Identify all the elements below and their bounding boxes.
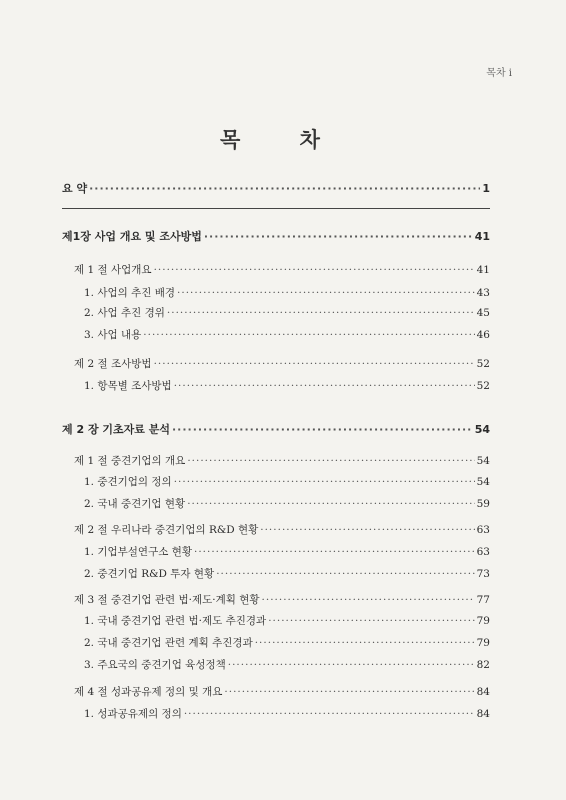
toc-entry-item[interactable] xyxy=(84,327,490,345)
dot-leader xyxy=(204,230,473,243)
toc-entry-page: 59 xyxy=(476,498,490,510)
dot-leader xyxy=(194,546,475,558)
toc-entry-page: 77 xyxy=(476,594,490,606)
dot-leader xyxy=(224,686,474,698)
toc-entry-chapter[interactable] xyxy=(62,228,490,246)
toc-entry-label: 2. 중견기업 R&D 투자 현황 xyxy=(84,568,215,580)
toc-entry-label: 제 2 절 우리나라 중견기업의 R&D 현황 xyxy=(74,524,259,536)
toc-entry-item[interactable] xyxy=(84,285,490,303)
toc-entry-page: 43 xyxy=(476,287,490,299)
dot-leader xyxy=(154,264,475,276)
toc-entry-label: 제 2 장 기초자료 분석 xyxy=(62,423,170,436)
toc-entry-label: 1. 항목별 조사방법 xyxy=(84,380,172,392)
toc-entry-label: 제1장 사업 개요 및 조사방법 xyxy=(62,230,202,243)
toc-entry-section[interactable] xyxy=(74,356,490,374)
toc-entry-item[interactable] xyxy=(84,566,490,584)
toc-entry-section[interactable] xyxy=(74,592,490,610)
toc-entry-page: 46 xyxy=(476,329,490,341)
toc-entry-label: 1. 중견기업의 정의 xyxy=(84,476,172,488)
toc-entry-label: 1. 기업부설연구소 현황 xyxy=(84,546,192,558)
dot-leader xyxy=(187,498,474,510)
toc-entry-page: 79 xyxy=(476,615,490,627)
toc-entry-item[interactable] xyxy=(84,635,490,653)
dot-leader xyxy=(260,524,474,536)
dot-leader xyxy=(154,358,475,370)
toc-entry-label: 제 1 절 중견기업의 개요 xyxy=(74,455,186,467)
dot-leader xyxy=(255,637,475,649)
dot-leader xyxy=(143,329,474,341)
toc-entry-page: 41 xyxy=(476,264,490,276)
toc-entry-label: 2. 사업 추진 경위 xyxy=(84,307,165,319)
toc-entry-item[interactable] xyxy=(84,657,490,675)
toc-entry-label: 1. 성과공유제의 정의 xyxy=(84,708,182,720)
dot-leader xyxy=(228,659,475,671)
toc-entry-item[interactable] xyxy=(84,706,490,724)
toc-entry-page: 84 xyxy=(476,708,490,720)
toc-entry-item[interactable] xyxy=(84,496,490,514)
toc-entry-page: 41 xyxy=(474,230,490,243)
dot-leader xyxy=(172,423,473,436)
toc-entry-item[interactable] xyxy=(84,305,490,323)
dot-leader xyxy=(187,455,474,467)
toc-entry-item[interactable] xyxy=(84,613,490,631)
toc-entry-label: 제 4 절 성과공유제 정의 및 개요 xyxy=(74,686,223,698)
dot-leader xyxy=(268,615,474,627)
toc-entry-page: 52 xyxy=(476,358,490,370)
toc-entry-page: 1 xyxy=(482,182,490,195)
page-title: 목 차 xyxy=(220,128,346,152)
dot-leader xyxy=(184,708,475,720)
toc-entry-label: 2. 국내 중견기업 현황 xyxy=(84,498,186,510)
toc-entry-item[interactable] xyxy=(84,378,490,396)
toc-entry-page: 63 xyxy=(476,546,490,558)
toc-entry-page: 82 xyxy=(476,659,490,671)
toc-entry-page: 63 xyxy=(476,524,490,536)
toc-entry-page: 84 xyxy=(476,686,490,698)
dot-leader xyxy=(174,476,475,488)
toc-entry-label: 요 약 xyxy=(62,182,88,195)
toc-entry-page: 54 xyxy=(476,476,490,488)
toc-entry-page: 52 xyxy=(476,380,490,392)
toc-entry-label: 1. 사업의 추진 배경 xyxy=(84,287,176,299)
dot-leader xyxy=(216,568,474,580)
toc-entry-section[interactable] xyxy=(74,522,490,540)
toc-entry-label: 제 2 절 조사방법 xyxy=(74,358,152,370)
toc-entry-label: 제 1 절 사업개요 xyxy=(74,264,152,276)
running-head: 목차 i xyxy=(486,68,512,79)
toc-entry-chapter[interactable] xyxy=(62,421,490,439)
toc-entry-label: 1. 국내 중견기업 관련 법·제도 추진경과 xyxy=(84,615,267,627)
toc-entry-label: 3. 사업 내용 xyxy=(84,329,142,341)
dot-leader xyxy=(167,307,475,319)
section-divider xyxy=(62,208,490,209)
toc-entry-summary[interactable] xyxy=(62,180,490,198)
toc-entry-label: 2. 국내 중견기업 관련 계획 추진경과 xyxy=(84,637,253,649)
dot-leader xyxy=(174,380,475,392)
dot-leader xyxy=(177,287,475,299)
toc-entry-page: 45 xyxy=(476,307,490,319)
toc-entry-label: 3. 주요국의 중견기업 육성정책 xyxy=(84,659,226,671)
toc-entry-item[interactable] xyxy=(84,544,490,562)
dot-leader xyxy=(262,594,475,606)
toc-entry-section[interactable] xyxy=(74,262,490,280)
toc-entry-page: 54 xyxy=(474,423,490,436)
toc-entry-section[interactable] xyxy=(74,453,490,471)
toc-entry-section[interactable] xyxy=(74,684,490,702)
toc-entry-page: 79 xyxy=(476,637,490,649)
toc-entry-item[interactable] xyxy=(84,474,490,492)
toc-entry-page: 73 xyxy=(476,568,490,580)
dot-leader xyxy=(89,182,480,195)
toc-entry-label: 제 3 절 중견기업 관련 법·제도·계획 현황 xyxy=(74,594,260,606)
toc-entry-page: 54 xyxy=(476,455,490,467)
